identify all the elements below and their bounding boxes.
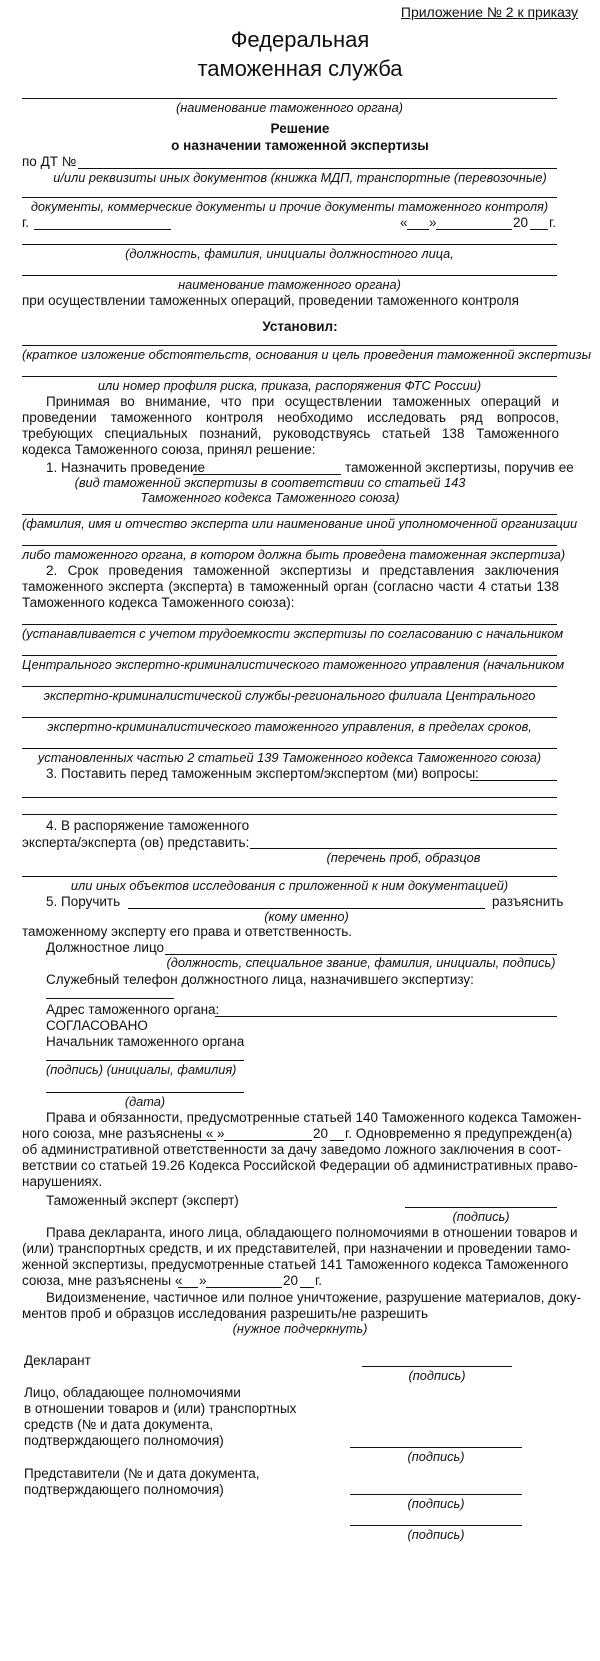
item5-continuation: таможенному эксперту его права и ответственность. xyxy=(22,924,353,939)
item2-caption-2: Центрального экспертно-криминалистического таможенного управления (начальником xyxy=(22,657,565,672)
declarant-rights-line-2: (или) транспортных средств, и их представителей, при назначении и проведении тамо- xyxy=(22,1241,571,1256)
rights-line-2a: ного союза, мне разъяснены « xyxy=(22,1126,214,1141)
item4-caption-2: или иных объектов исследования с приложенной к ним документацией) xyxy=(70,878,509,893)
summary-caption-2: или номер профиля риска, приказа, распоряжения ФТС России) xyxy=(97,378,482,393)
authorized-signature-caption: (подпись) xyxy=(407,1449,465,1464)
chief-signature-line xyxy=(46,1060,244,1061)
declarant-month-line xyxy=(206,1287,282,1288)
authorized-signature-line xyxy=(350,1447,522,1448)
rights-line-4: ветствии со статьей 19.26 Кодекса Российской Федерации об административных право- xyxy=(22,1158,578,1173)
declarant-signature-caption: (подпись) xyxy=(408,1368,466,1383)
official-signature-caption: (должность, специальное звание, фамилия, инициалы, подпись) xyxy=(166,955,556,970)
item2-line-4 xyxy=(22,717,557,718)
date-quote-close: » xyxy=(429,215,437,230)
dt-caption-1: и/или реквизиты иных документов (книжка МДП, транспортные (перевозочные) xyxy=(53,170,547,185)
declarant-rights-line-1: Права декларанта, иного лица, обладающего полномочиями в отношении товаров и xyxy=(46,1225,578,1240)
item2-line-1 xyxy=(22,624,557,625)
summary-line-1 xyxy=(22,345,557,346)
item1-end: таможенной экспертизы, поручив ее xyxy=(345,460,574,475)
dt-label: по ДТ № xyxy=(22,154,77,169)
item4-line2: эксперта/эксперта (ов) представить: xyxy=(22,835,250,850)
established-heading: Установил: xyxy=(262,319,338,334)
destruction-line-1: Видоизменение, частичное или полное уничтожение, разрушение материалов, доку- xyxy=(46,1290,581,1305)
item5-caption: (кому именно) xyxy=(264,909,349,924)
expert-signature-line xyxy=(405,1207,557,1208)
item2-caption-3: экспертно-криминалистической службы-регионального филиала Центрального xyxy=(43,688,536,703)
agency-title-line1: Федеральная xyxy=(230,27,370,52)
rights-year-line xyxy=(330,1140,344,1141)
item3-line-c xyxy=(22,814,557,815)
expert-label: Таможенный эксперт (эксперт) xyxy=(46,1193,239,1208)
appendix-note: Приложение № 2 к приказу xyxy=(400,4,578,20)
item2-line-2 xyxy=(22,655,557,656)
declarant-label: Декларант xyxy=(24,1353,91,1368)
representative-signature-line-1 xyxy=(350,1494,522,1495)
date-year-suffix: г. xyxy=(549,215,557,230)
agency-title-line2: таможенная служба xyxy=(197,56,403,81)
city-label: г. xyxy=(22,215,30,230)
authorized-person-line-2: в отношении товаров и (или) транспортных xyxy=(24,1401,297,1416)
agreed-label: СОГЛАСОВАНО xyxy=(46,1018,148,1033)
representative-signature-line-2 xyxy=(350,1525,522,1526)
dt-number-line xyxy=(78,168,557,169)
date-month-line xyxy=(436,229,512,230)
address-line xyxy=(215,1016,557,1017)
declarant-rights-line-4c: 20 xyxy=(283,1273,299,1288)
item1-expert-caption-1: (фамилия, имя и отчество эксперта или наименование иной уполномоченной организации xyxy=(22,516,578,531)
summary-line-2 xyxy=(22,376,557,377)
phone-label: Служебный телефон должностного лица, назначившего экспертизу: xyxy=(46,972,474,987)
item5-end: разъяснить xyxy=(492,894,564,909)
item4-samples-line xyxy=(250,848,557,849)
phone-line xyxy=(46,998,174,999)
item2-line-5 xyxy=(22,748,557,749)
destruction-caption: (нужное подчеркнуть) xyxy=(232,1321,368,1336)
summary-caption-1: (краткое изложение обстоятельств, основания и цель проведения таможенной экспертизы xyxy=(22,347,592,362)
declarant-signature-line xyxy=(362,1366,512,1367)
city-line xyxy=(34,229,171,230)
official-line xyxy=(22,244,557,245)
representatives-line-1: Представители (№ и дата документа, xyxy=(24,1466,260,1481)
item3-line-a xyxy=(470,780,557,781)
date-day-line xyxy=(407,229,429,230)
item1-expert-line-1 xyxy=(22,514,557,515)
item4-line1: 4. В распоряжение таможенного xyxy=(46,818,250,833)
declarant-rights-line-3: женной экспертизы, предусмотренные статьей 141 Таможенного кодекса Таможенного xyxy=(22,1257,569,1272)
decision-subtitle: о назначении таможенной экспертизы xyxy=(171,138,429,153)
dt-line-2 xyxy=(22,197,557,198)
item1-expert-line-2 xyxy=(22,545,557,546)
item1-expert-caption-2: либо таможенного органа, в котором должна быть проведена таможенная экспертиза) xyxy=(22,547,566,562)
date-quote-open: « xyxy=(400,215,408,230)
rights-line-2d: г. Одновременно я предупрежден(а) xyxy=(345,1126,573,1141)
representative-signature-caption-1: (подпись) xyxy=(407,1496,465,1511)
item5-start: 5. Поручить xyxy=(46,894,121,909)
item1-caption-1: (вид таможенной экспертизы в соответствии со статьей 143 xyxy=(74,475,466,490)
destruction-line-2: ментов проб и образцов исследования разрешить/не разрешить xyxy=(22,1306,428,1321)
preamble-paragraph: Принимая во внимание, что при осуществлении таможенных операций и проведении таможенного контроля необходимо исследовать ряд вопросов, требующих специальных познаний, руководствуясь статьей 138 Таможенного кодекса Таможенного союза, принял решение: xyxy=(22,394,559,457)
chief-label: Начальник таможенного органа xyxy=(46,1034,245,1049)
item2-paragraph: 2. Срок проведения таможенной экспертизы и представления заключения таможенного эксперта (эксперта) в таможенный орган (согласно части 4 статьи 138 Таможенного кодекса Таможенного союза): xyxy=(22,563,559,610)
date-year-line xyxy=(530,229,548,230)
item2-caption-1: (устанавливается с учетом трудоемкости экспертизы по согласованию с начальником xyxy=(22,626,564,641)
dt-caption-2: документы, коммерческие документы и прочие документы таможенного контроля) xyxy=(30,199,549,214)
item4-line-b xyxy=(22,876,557,877)
representatives-line-2: подтверждающего полномочия) xyxy=(24,1482,224,1497)
rights-line-2b: » xyxy=(217,1126,225,1141)
authorized-person-line-3: средств (№ и дата документа, xyxy=(24,1417,214,1432)
item2-caption-4: экспертно-криминалистического таможенного управления, в пределах сроков, xyxy=(47,719,532,734)
rights-line-5: нарушениях. xyxy=(22,1174,103,1189)
declarant-year-line xyxy=(300,1287,314,1288)
item3-line-b xyxy=(22,797,557,798)
official-label: Должностное лицо xyxy=(46,940,165,955)
rights-month-line xyxy=(224,1140,312,1141)
rights-line-1: Права и обязанности, предусмотренные статьей 140 Таможенного кодекса Таможен- xyxy=(46,1110,582,1125)
item4-caption-1: (перечень проб, образцов xyxy=(326,850,481,865)
declarant-rights-line-4d: г. xyxy=(315,1273,323,1288)
rights-line-3: об административной ответственности за дачу заведомо ложного заключения в соот- xyxy=(22,1142,562,1157)
expert-signature-caption: (подпись) xyxy=(452,1209,510,1224)
official-line-2 xyxy=(22,275,557,276)
context-line: при осуществлении таможенных операций, проведении таможенного контроля xyxy=(22,293,519,308)
decision-title: Решение xyxy=(270,121,330,136)
item3-text: 3. Поставить перед таможенным экспертом/экспертом (ми) вопросы: xyxy=(46,766,479,781)
item1-caption-2: Таможенного кодекса Таможенного союза) xyxy=(140,490,400,505)
item1-start: 1. Назначить проведение xyxy=(46,460,205,475)
address-label: Адрес таможенного органа: xyxy=(46,1002,220,1017)
customs-body-line xyxy=(22,98,557,99)
declarant-rights-line-4a: союза, мне разъяснены « xyxy=(22,1273,183,1288)
customs-body-caption: (наименование таможенного органа) xyxy=(175,100,404,115)
item2-caption-5: установленных частью 2 статьей 139 Таможенного кодекса Таможенного союза) xyxy=(37,750,542,765)
authorized-person-line-1: Лицо, обладающее полномочиями xyxy=(24,1385,241,1400)
rights-line-2c: 20 xyxy=(313,1126,329,1141)
declarant-day-line xyxy=(178,1287,198,1288)
chief-caption: (подпись) (инициалы, фамилия) xyxy=(46,1062,237,1077)
official-caption: (должность, фамилия, инициалы должностного лица, xyxy=(125,246,454,261)
date-year-prefix: 20 xyxy=(513,215,529,230)
official-caption-2: наименование таможенного органа) xyxy=(178,277,401,292)
declarant-rights-line-4b: » xyxy=(199,1273,207,1288)
item2-line-3 xyxy=(22,686,557,687)
authorized-person-line-4: подтверждающего полномочия) xyxy=(24,1433,224,1448)
date-line xyxy=(46,1092,244,1093)
rights-day-line xyxy=(196,1140,216,1141)
representative-signature-caption-2: (подпись) xyxy=(407,1527,465,1542)
date-caption: (дата) xyxy=(124,1094,166,1109)
